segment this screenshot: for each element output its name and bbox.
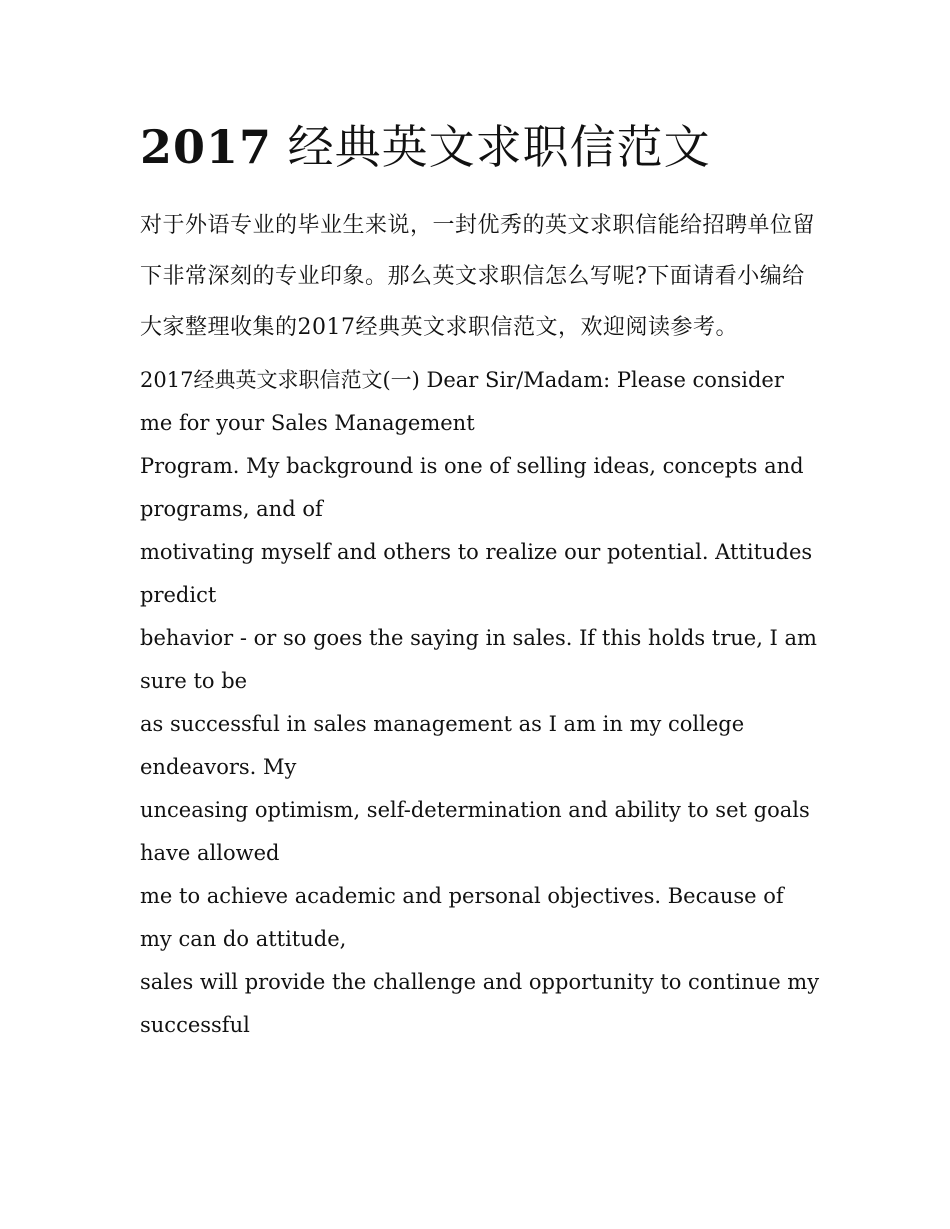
title-text: 经典英文求职信范文 [287, 120, 711, 174]
letter-line: behavior - or so goes the saying in sales. If this holds true, I am sure to be [140, 626, 817, 693]
letter-line: 2017经典英文求职信范文(一) Dear Sir/Madam: Please consider me for your Sales Management [140, 368, 784, 435]
letter-body [140, 359, 820, 1047]
letter-line: sales will provide the challenge and opportunity to continue my successful [140, 970, 820, 1037]
letter-line: as successful in sales management as I am in my college endeavors. My [140, 712, 745, 779]
letter-line: Program. My background is one of selling ideas, concepts and programs, and of [140, 454, 804, 521]
title-year: 2017 [140, 120, 273, 174]
letter-line: me to achieve academic and personal objectives. Because of my can do attitude, [140, 884, 784, 951]
intro-paragraph: 对于外语专业的毕业生来说，一封优秀的英文求职信能给招聘单位留下非常深刻的专业印象。那么英文求职信怎么写呢?下面请看小编给大家整理收集的2017经典英文求职信范文，欢迎阅读参考。 [140, 213, 816, 340]
document-page [140, 112, 820, 1047]
document-title [140, 112, 820, 182]
letter-line: motivating myself and others to realize our potential. Attitudes predict [140, 540, 813, 607]
letter-line: unceasing optimism, self-determination and ability to set goals have allowed [140, 798, 810, 865]
